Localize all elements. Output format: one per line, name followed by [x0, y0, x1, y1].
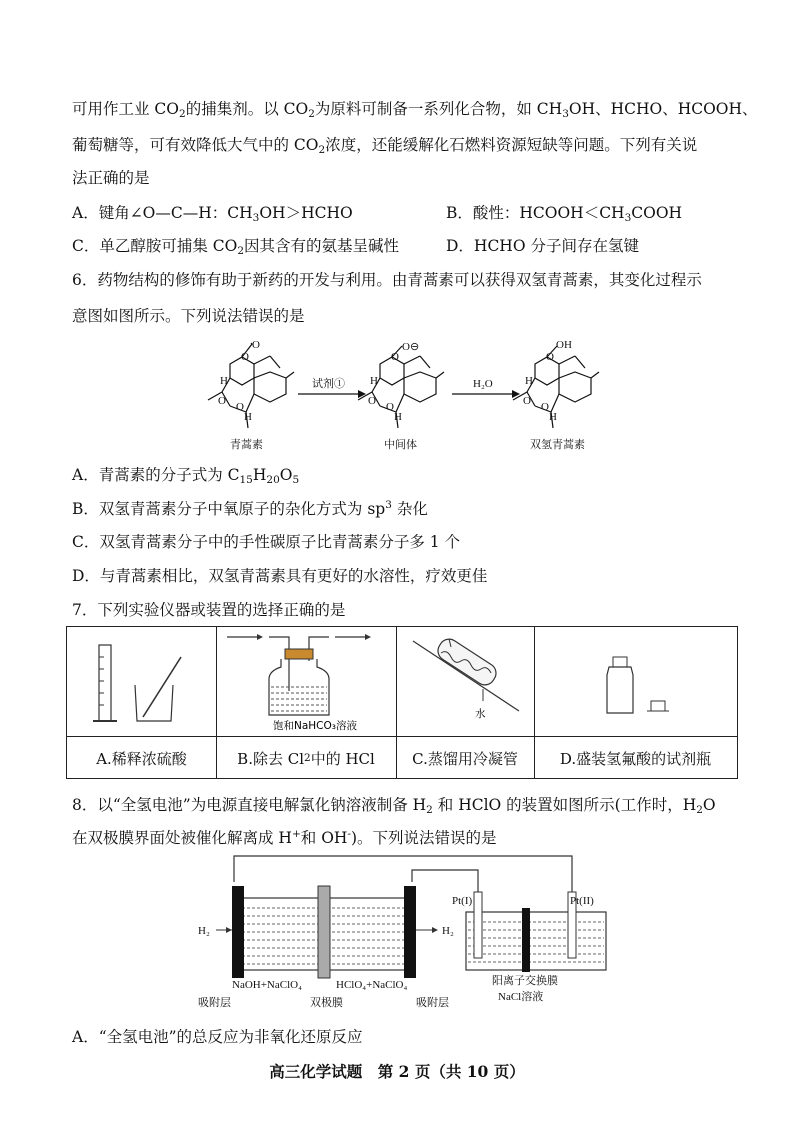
arrow2-label: H₂O — [473, 378, 493, 390]
mol2-label: 中间体 — [384, 439, 417, 451]
mol1-o3-label: O — [236, 401, 244, 413]
arrow1-label: 试剂① — [312, 378, 345, 390]
q7-stem: 7．下列实验仪器或装置的选择正确的是 — [72, 601, 346, 619]
q6-option-c: C．双氢青蒿素分子中的手性碳原子比青蒿素分子多 1 个 — [72, 533, 461, 551]
cylinder-beaker-illustration — [87, 637, 197, 733]
mol3-h-label: H — [525, 375, 533, 387]
mol1-h2-label: H — [244, 411, 252, 423]
h2-right: H₂ — [442, 925, 454, 937]
caption-b: B.除去 Cl 2 中的 HCl — [237, 749, 375, 768]
q5-option-a: A．键角∠O—C—H：$CH_3OH>HCHO$ — [72, 204, 353, 224]
cation-membrane-label: 阳离子交换膜 — [492, 975, 558, 987]
pt1-electrode — [474, 892, 482, 958]
pt2-label: Pt(II) — [570, 895, 594, 907]
mol3-h2-label: H — [549, 411, 557, 423]
q6-option-a: A．青蒿素的分子式为 $C_{15}H_{20}O_5$ — [72, 466, 300, 486]
q6-option-d: D．与青蒿素相比，双氢青蒿素具有更好的水溶性，疗效更佳 — [72, 567, 488, 585]
hclo4-label: HClO₄+NaClO₄ — [336, 979, 408, 991]
mol1-o-label: O — [241, 351, 249, 363]
q5-line2: 葡萄糖等，可有效降低大气中的 $CO_2$浓度，还能缓解化石燃料资源短缺等问题。下列有关说 — [72, 136, 698, 156]
mol2-h2-label: H — [394, 411, 402, 423]
gas-washing-bottle-illustration — [219, 629, 395, 733]
q5-option-d: D．HCHO 分子间存在氢键 — [446, 237, 639, 255]
page-footer: 高三化学试题 第 2 页（共 10 页） — [269, 1062, 525, 1081]
adsorb-right-label: 吸附层 — [416, 997, 449, 1009]
q8-line1: 8．以“全氢电池”为电源直接电解氯化钠溶液制备 $H_2$ 和 HClO 的装置如图所示(工作时，$H_2O$ — [72, 796, 716, 816]
cellB-label: 饱和NaHCO₃溶液 — [273, 720, 357, 732]
q5-option-c: C．单乙醇胺可捕集 $CO_2$因其含有的氨基呈碱性 — [72, 237, 400, 257]
artemisinin-reaction-scheme — [190, 332, 610, 457]
q6-line1: 6．药物结构的修饰有助于新药的开发与利用。由青蒿素可以获得双氢青蒿素，其变化过程示 — [72, 271, 702, 289]
mol3-o-label: O — [546, 351, 554, 363]
mol2-h-label: H — [370, 375, 378, 387]
caption-a: A.稀释浓硫酸 — [96, 749, 187, 768]
q6-line2: 意图如图所示。下列说法错误的是 — [72, 307, 305, 325]
q5-line1: 可用作工业 $CO_2$的捕集剂。以 $CO_2$为原料可制备一系列化合物，如 $CH_3OH$、HCHO、HCOOH、 — [72, 100, 758, 120]
nacl-label: NaCl溶液 — [498, 991, 544, 1003]
right-adsorption-layer — [404, 886, 416, 978]
mol3-label: 双氢青蒿素 — [530, 439, 585, 451]
q6-option-b: B．双氢青蒿素分子中氧原子的杂化方式为 $sp^3$ 杂化 — [72, 499, 428, 518]
mol2-o-minus: O⊖ — [402, 341, 420, 353]
table-row-divider — [67, 736, 737, 737]
caption-c: C.蒸馏用冷凝管 — [412, 749, 518, 768]
mol2-o-label: O — [391, 351, 399, 363]
bipolar-label: 双极膜 — [310, 997, 343, 1009]
mol3-o3-label: O — [541, 401, 549, 413]
bipolar-membrane — [318, 886, 330, 978]
reagent-bottle-illustration — [537, 633, 737, 733]
q5-line3: 法正确的是 — [72, 169, 150, 187]
mol2-o2-label: O — [368, 395, 376, 407]
q8-line2: 在双极膜界面处被催化解离成 H+和 OH-)。下列说法错误的是 — [72, 828, 497, 847]
condenser-illustration — [401, 633, 531, 733]
q8-option-a: A．“全氢电池”的总反应为非氧化还原反应 — [72, 1028, 363, 1046]
caption-d: D.盛装氢氟酸的试剂瓶 — [559, 749, 712, 768]
cellC-label: 水 — [475, 708, 486, 720]
q5-option-b: B．酸性：$HCOOH<CH_3COOH$ — [446, 204, 683, 224]
naoh-label: NaOH+NaClO₄ — [232, 979, 302, 991]
mol1-o2-label: O — [218, 395, 226, 407]
mol3-o2-label: O — [523, 395, 531, 407]
electrolysis-diagram — [180, 852, 630, 1012]
mol1-carbonyl-o: O — [252, 339, 260, 351]
mol1-label: 青蒿素 — [230, 439, 263, 451]
mol1-h-label: H — [220, 375, 228, 387]
mol2-o3-label: O — [386, 401, 394, 413]
adsorb-left-label: 吸附层 — [198, 997, 231, 1009]
q7-apparatus-table — [66, 626, 738, 779]
pt1-label: Pt(I) — [452, 895, 473, 907]
h2-left: H₂ — [198, 925, 210, 937]
left-adsorption-layer — [232, 886, 244, 978]
mol3-oh-label: OH — [556, 339, 572, 351]
cation-exchange-membrane — [522, 908, 530, 972]
